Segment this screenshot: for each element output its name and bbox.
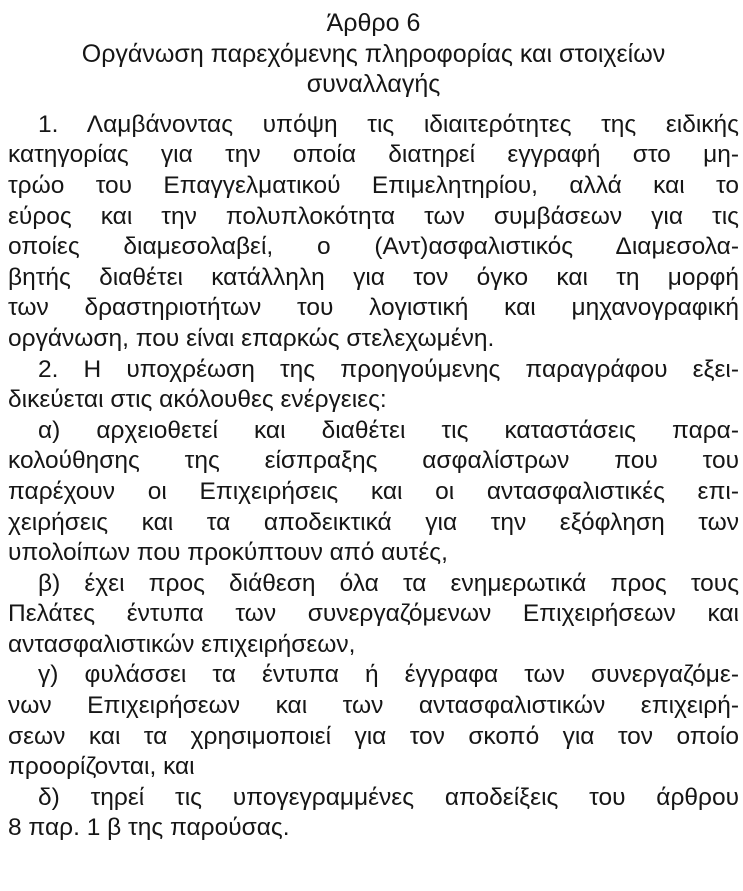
body-line: 1. Λαμβάνοντας υπόψη τις ιδιαιτερότητες της ειδικής [38, 110, 739, 138]
article-body [8, 110, 739, 844]
body-line: οποίες διαμεσολαβεί, ο (Αντ)ασφαλιστικός Διαμεσολα- [8, 233, 739, 261]
article-title-line-1: Οργάνωση παρεχόμενης πληροφορίας και στοιχείων [81, 39, 666, 68]
body-line: Πελάτες έντυπα των συνεργαζόμενων Επιχειρήσεων και [8, 600, 739, 628]
body-line: υπολοίπων που προκύπτουν από αυτές, [8, 539, 448, 567]
body-line: β) έχει προς διάθεση όλα τα ενημερωτικά προς τους [38, 569, 739, 597]
body-line: τρώο του Επαγγελματικού Επιμελητηρίου, αλλά και το [8, 171, 739, 199]
article-title-line-2: συναλλαγής [306, 70, 441, 99]
body-line: δ) τηρεί τις υπογεγραμμένες αποδείξεις του άρθρου [38, 783, 739, 811]
body-line: προορίζονται, και [8, 753, 195, 781]
body-line: βητής διαθέτει κατάλληλη για τον όγκο και τη μορφή [8, 263, 739, 291]
body-line: παρέχουν οι Επιχειρήσεις και οι αντασφαλιστικές επι- [8, 477, 739, 505]
body-line: εύρος και την πολυπλοκότητα των συμβάσεων για τις [8, 202, 739, 230]
body-line: αντασφαλιστικών επιχειρήσεων, [8, 630, 356, 658]
article-header [8, 8, 739, 100]
body-line: 8 παρ. 1 β της παρούσας. [8, 814, 290, 842]
body-line: δικεύεται στις ακόλουθες ενέργειες: [8, 386, 387, 414]
body-line: σεων και τα χρησιμοποιεί για τον σκοπό για τον οποίο [8, 722, 739, 750]
body-line: των δραστηριοτήτων του λογιστική και μηχανογραφική [8, 294, 739, 322]
body-line: νων Επιχειρήσεων και των αντασφαλιστικών επιχειρή- [8, 692, 739, 720]
body-line: 2. Η υποχρέωση της προηγούμενης παραγράφου εξει- [38, 355, 739, 383]
body-line: κολούθησης της είσπραξης ασφαλίστρων που του [8, 447, 739, 475]
article-number: Άρθρο 6 [326, 9, 421, 37]
body-line: κατηγορίας για την οποία διατηρεί εγγραφή στο μη- [8, 141, 739, 169]
body-line: χειρήσεις και τα αποδεικτικά για την εξόφληση των [8, 508, 739, 536]
body-line: γ) φυλάσσει τα έντυπα ή έγγραφα των συνεργαζόμε- [38, 661, 739, 689]
body-line: οργάνωση, που είναι επαρκώς στελεχωμένη. [8, 324, 495, 352]
body-line: α) αρχειοθετεί και διαθέτει τις καταστάσεις παρα- [38, 416, 739, 444]
